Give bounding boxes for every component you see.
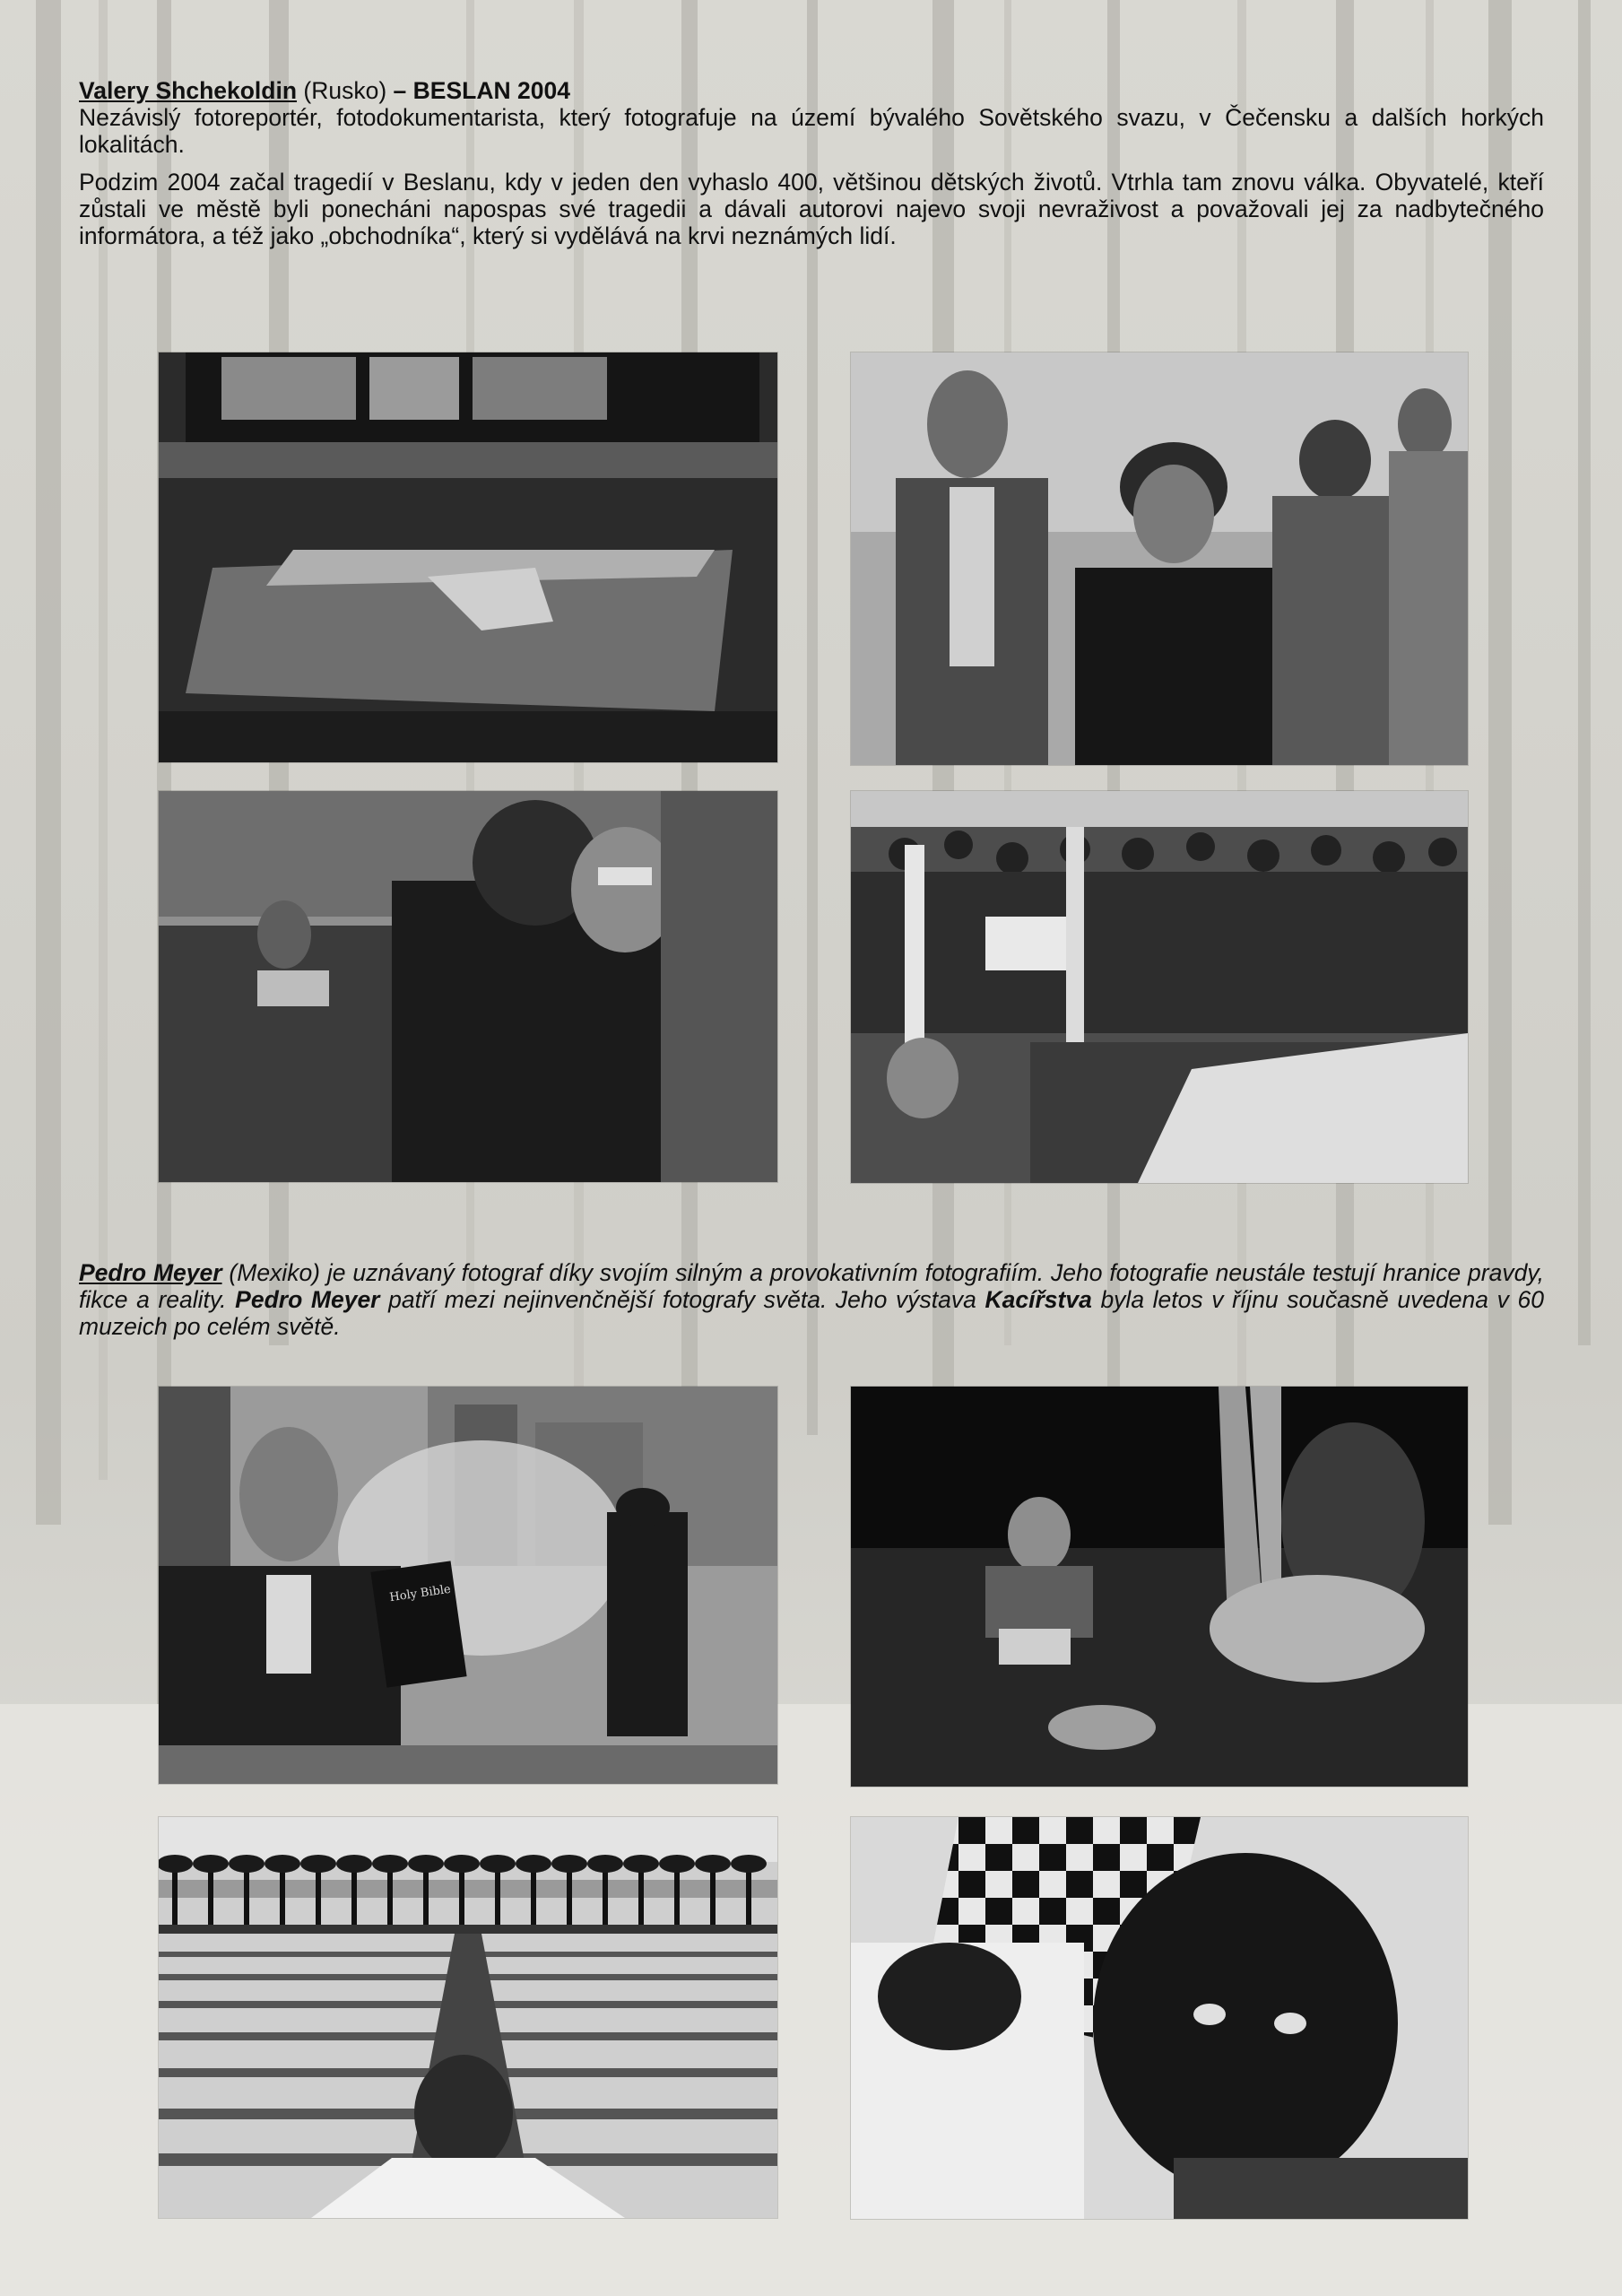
- author-name-shchekoldin: Valery Shchekoldin: [79, 77, 298, 104]
- meyer-photo-palms-field-child: [159, 1817, 777, 2218]
- meyer-photo-boy-checkerboard: [851, 1817, 1468, 2219]
- pedro-meyer-text-1: je uznávaný fotograf díky svojím silným a provokativním fotografiím. Jeho fotografie neustále testují hranice pravdy, fikce a reality.: [79, 1259, 1544, 1313]
- pedro-meyer-paragraph: [79, 1259, 1544, 1340]
- project-title-beslan: BESLAN 2004: [412, 77, 570, 104]
- pedro-meyer-section-text: [79, 1259, 1544, 1340]
- beslan-paragraph: Podzim 2004 začal tragedií v Beslanu, kdy v jeden den vyhaslo 400, většinou dětských životů. Vtrhla tam znovu válka. Obyvatelé, kteří zůstali ve městě byli ponecháni napospas své tragedii a dávali autorovi najevo svoji nevraživost a považovali jej za nadbytečného informátora, a též jako „obchodníka“, který si vydělává na krvi neznámých lidí.: [79, 169, 1544, 249]
- beslan-photo-embrace-trumpeter: [159, 791, 777, 1182]
- bible-cover-label: Holy Bible: [388, 1582, 452, 1605]
- exhibition-title: Kacířstva: [984, 1286, 1092, 1313]
- title-dash: –: [393, 77, 407, 104]
- beslan-intro: Nezávislý fotoreportér, fotodokumentarista, který fotografuje na území bývalého Sovětského svazu, v Čečensku a dalších horkých lokalitách.: [79, 104, 1544, 158]
- beslan-photo-funeral-crowd: [851, 791, 1468, 1183]
- author-name-pedro-meyer: Pedro Meyer: [79, 1259, 222, 1286]
- author-country-rusko: (Rusko): [303, 77, 387, 104]
- pedro-meyer-text-3: byla letos v říjnu současně uvedena v 60 muzeich po celém světě.: [79, 1286, 1544, 1340]
- beslan-heading-line: [79, 77, 1544, 158]
- author-name-pedro-meyer-2: Pedro Meyer: [235, 1286, 380, 1313]
- author-country-mexiko: (Mexiko): [229, 1259, 321, 1286]
- meyer-photo-preacher-bible: [159, 1387, 777, 1784]
- beslan-photo-men-looking-up: [851, 352, 1468, 765]
- meyer-photo-car-dancer: [851, 1387, 1468, 1787]
- beslan-section-text: [79, 77, 1544, 249]
- pedro-meyer-text-2: patří mezi nejinvenčnější fotografy světa. Jeho výstava: [388, 1286, 976, 1313]
- beslan-photo-axe-on-desk: [159, 352, 777, 762]
